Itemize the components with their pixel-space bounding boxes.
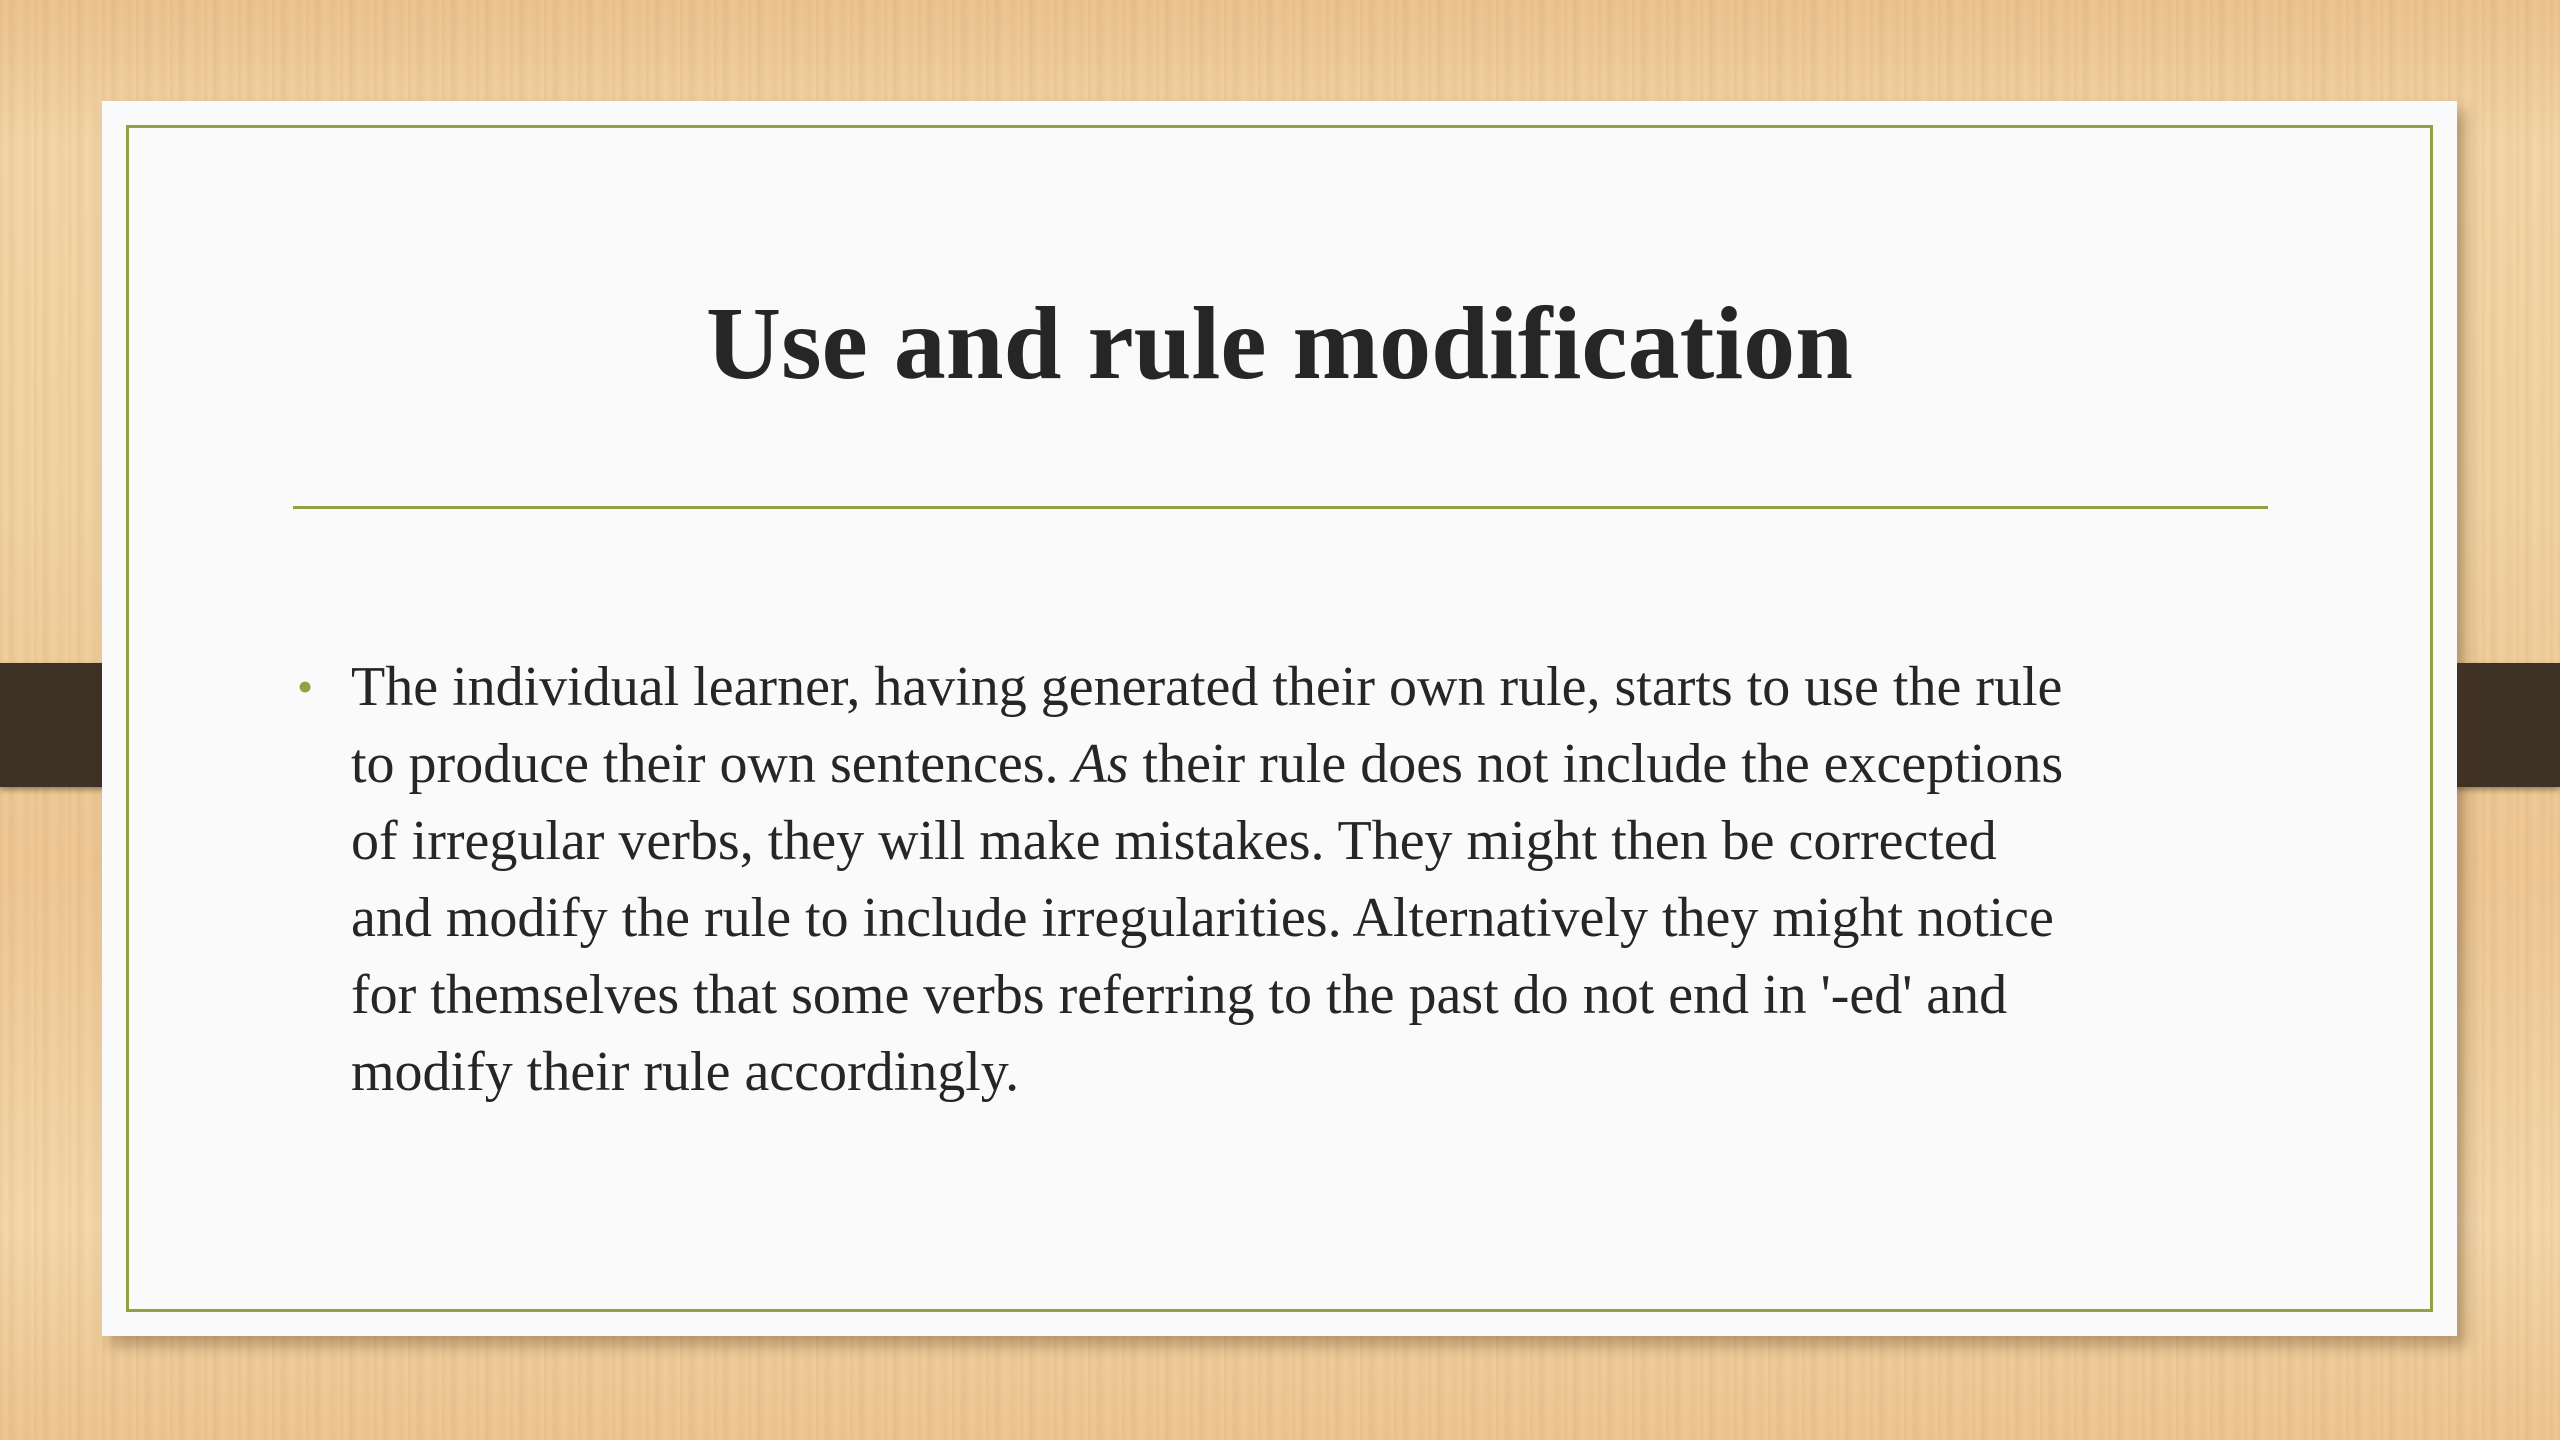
bullet-text-line [351, 957, 2291, 1034]
bullet-text-segment: and modify the rule to include irregularities. Alternatively they might notice [351, 887, 2054, 949]
bullet-text-italic: As [1072, 733, 1129, 795]
bullet-text-segment: of irregular verbs, they will make mistakes. They might then be corrected [351, 810, 1997, 872]
slide-title: Use and rule modification [706, 286, 1853, 401]
bullet-text-segment: their rule does not include the exceptions [1128, 733, 2064, 795]
bullet-text-line [351, 726, 2291, 803]
slide-card [102, 101, 2457, 1336]
bullet-text-segment: modify their rule accordingly. [351, 1041, 1020, 1103]
bullet-text-line [351, 803, 2291, 880]
bullet-text-line [351, 1034, 2291, 1111]
bullet-text-line [351, 649, 2291, 726]
bullet-text-line [351, 880, 2291, 957]
bullet-text-segment: for themselves that some verbs referring to the past do not end in '-ed' and [351, 964, 2008, 1026]
bullet-text-segment: to produce their own sentences. [351, 733, 1073, 795]
bullet-text-segment: The individual learner, having generated their own rule, starts to use the rule [351, 656, 2063, 718]
bullet-dot-icon: • [297, 661, 314, 712]
bullet-text [351, 649, 2291, 1111]
title-divider [293, 506, 2268, 509]
